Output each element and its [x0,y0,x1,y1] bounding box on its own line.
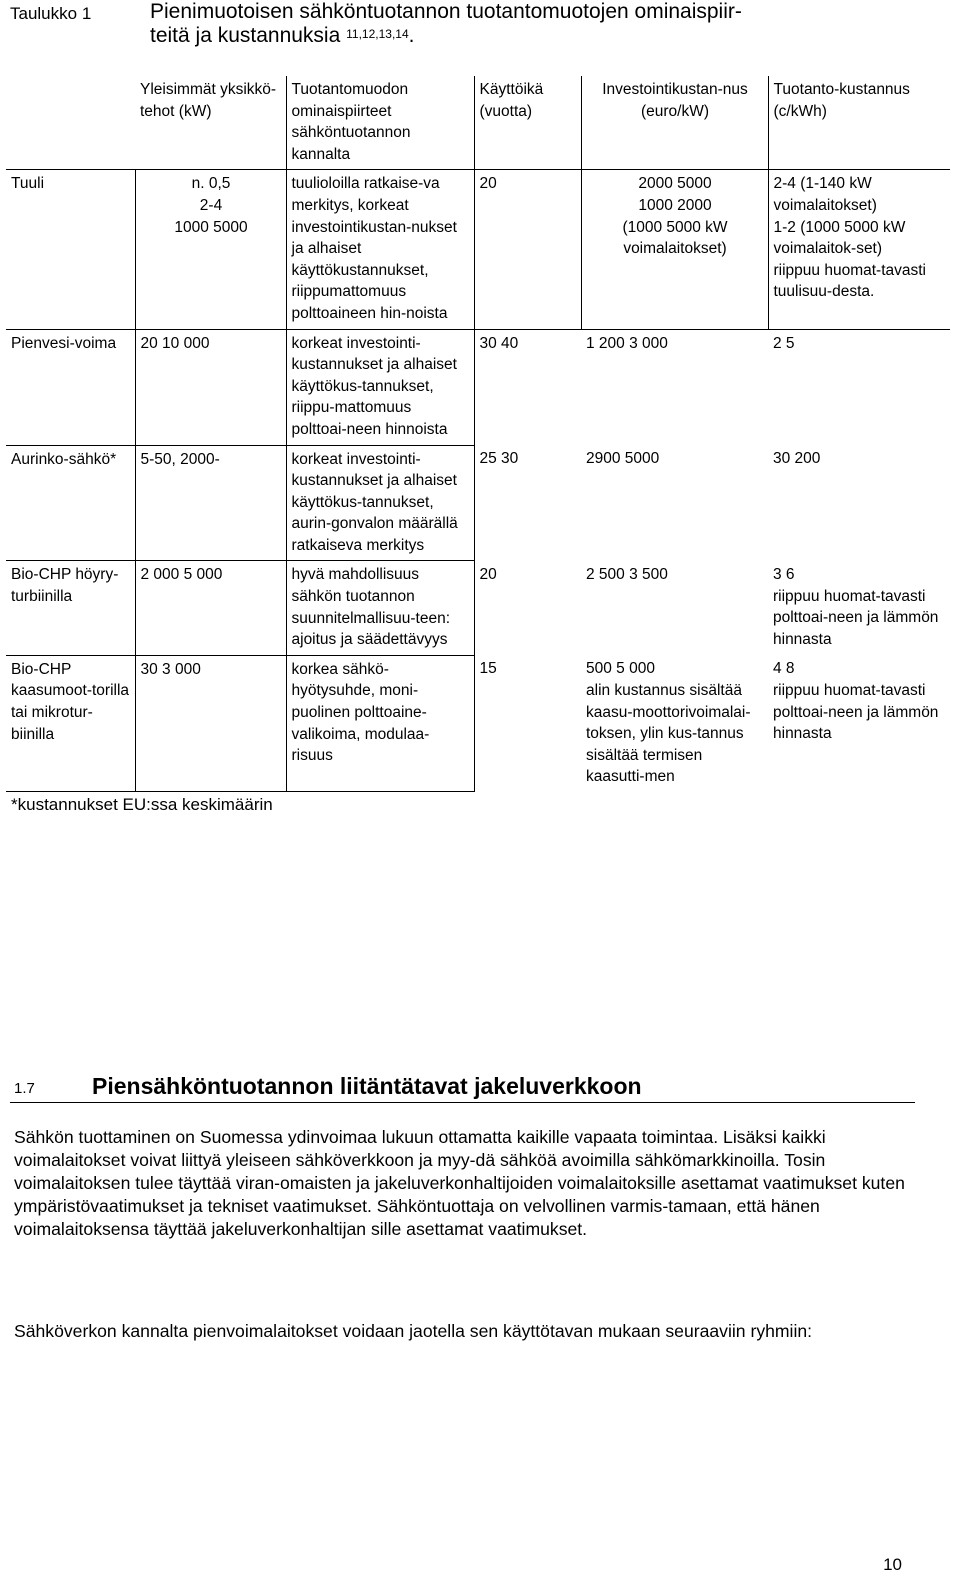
row-name: Aurinko-sähkö* [6,445,135,561]
row-name: Bio-CHP höyry-turbiinilla [6,561,135,655]
table-footnote-row [6,792,950,820]
header-cost: Tuotanto-kustannus (c/kWh) [768,76,950,170]
row-lifetime: 20 [479,565,497,583]
row-features: tuulioloilla ratkaise-va merkitys, korkeat investointikustan-nukset ja alhaiset käyttökustannukset, riippumattomuus polttoaineen hin-noista [286,170,474,329]
header-investment: Investointikustan-nus (euro/kW) [581,76,768,170]
caption-title-line1: Pienimuotoisen sähköntuotannon tuotantomuotojen ominaispiir- [150,0,742,23]
section-heading: Piensähköntuotannon liitäntätavat jakeluverkkoon [92,1073,642,1099]
row-cost: 2 5 [773,334,795,352]
row-name: Bio-CHP kaasumoot-torilla tai mikrotur-biinilla [6,655,135,792]
row-lifetime: 30 40 [479,334,519,352]
row-investment: 2900 5000 [586,450,660,467]
table-footnote: *kustannukset EU:ssa keskimäärin [11,795,273,815]
row-unit: 5-50, 2000- [135,445,286,561]
body-paragraph: Sähkön tuottaminen on Suomessa ydinvoimaa lukuun ottamatta kaikille vapaata toimintaa. Lisäksi kaikki voimalaitokset voivat liittyä yleiseen sähköverkkoon ja myy-dä sähköä avoimilla sähkömarkkinoilla. Tosin voimalaitoksen tulee täyttää viran-omaisten ja jakeluverkonhaltijoiden voimalaitoksille asettamat vaatimukset kuten ympäristövaatimukset ja tekniset vaatimukset. Sähköntuottaja on velvollinen varmis-tamaan, että hänen voimalaitoksensa täyttää jakeluverkonhaltijan sille asettamat vaatimukset. [14,1127,905,1239]
row-investment: 2 500 3 500 [586,565,668,583]
row-unit: n. 0,5 2-4 1000 5000 [135,170,286,329]
header-empty-cell [6,76,135,170]
caption-title-line2: teitä ja kustannuksia [150,24,341,47]
row-investment: 2000 5000 1000 2000 (1000 5000 kW voimalaitokset) [581,170,768,329]
table-header-row [6,76,950,170]
row-features: hyvä mahdollisuus sähkön tuotannon suunnitelmallisuu-teen: ajoitus ja säädettävyys [286,561,474,655]
row-lifetime: 15 [479,660,497,678]
table-row [6,329,950,445]
section-number: 1.7 [14,1080,35,1097]
caption-references: 11,12,13,14 [346,27,409,41]
row-features: korkea sähkö-hyötysuhde, moni-puolinen polttoaine-valikoima, modulaa-risuus [286,655,474,792]
row-cost: 30 200 [773,450,821,467]
table-row [6,445,950,561]
row-features: korkeat investointi-kustannukset ja alhaiset käyttökus-tannukset, riippu-mattomuus polttoai-neen hinnoista [286,329,474,445]
row-investment: 500 5 000 alin kustannus sisältää kaasu-moottorivoimalai-toksen, ylin kus-tannus sisältää termisen kaasutti-men [586,660,751,786]
table-caption-title [150,0,950,48]
production-forms-table [6,76,950,820]
row-unit: 20 10 000 [135,329,286,445]
row-lifetime: 25 30 [479,450,519,467]
row-features: korkeat investointi-kustannukset ja alhaiset käyttökus-tannukset, aurin-gonvalon määrällä ratkaiseva merkitys [286,445,474,561]
row-lifetime: 20 [474,170,581,329]
row-investment: 1 200 3 000 [586,334,668,352]
table-row [6,170,950,329]
table-caption-label: Taulukko 1 [10,4,92,23]
row-unit: 30 3 000 [135,655,286,792]
header-features: Tuotantomuodon ominaispiirteet sähköntuotannon kannalta [286,76,474,170]
row-cost: 2-4 (1-140 kW voimalaitokset) 1-2 (1000 5000 kW voimalaitok-set) riippuu huomat-tavasti tuulisuu-desta. [768,170,950,329]
page-number: 10 [883,1555,902,1574]
row-name: Pienvesi-voima [6,329,135,445]
row-unit: 2 000 5 000 [135,561,286,655]
row-cost: 3 6 riippuu huomat-tavasti polttoai-neen ja lämmön hinnasta [773,565,939,648]
caption-title-end: . [408,24,415,47]
body-paragraph: Sähköverkon kannalta pienvoimalaitokset voidaan jaotella sen käyttötavan mukaan seuraaviin ryhmiin: [14,1321,813,1341]
header-unit: Yleisimmät yksikkö-tehot (kW) [135,76,286,170]
section-rule [10,1102,915,1103]
row-cost: 4 8 riippuu huomat-tavasti polttoai-neen ja lämmön hinnasta [773,660,939,743]
table-row [6,561,950,655]
header-lifetime: Käyttöikä (vuotta) [474,76,581,170]
table-row [6,655,950,792]
row-name: Tuuli [6,170,135,329]
